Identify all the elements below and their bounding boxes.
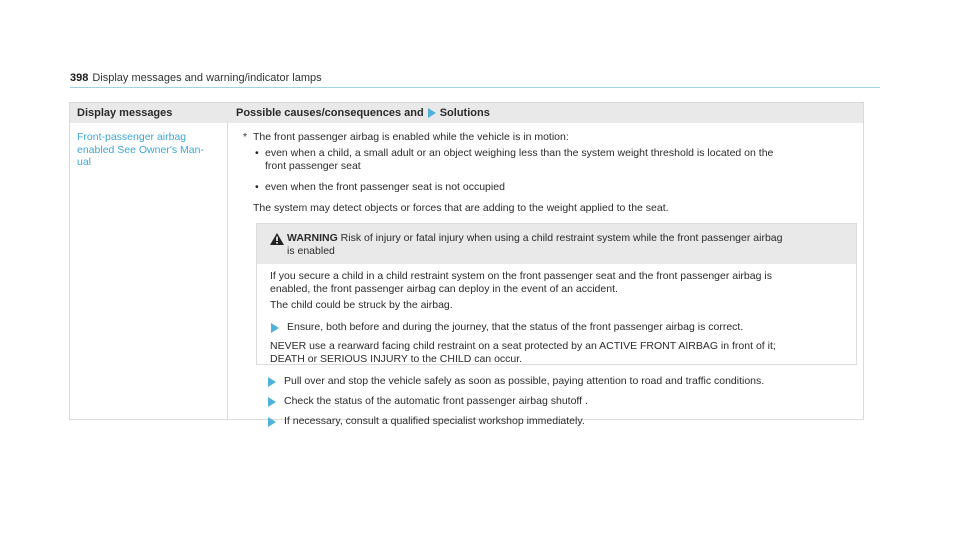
column-header-solutions: Solutions [439,107,490,119]
warning-line: enabled, the front passenger airbag can deploy in the event of an accident. [270,282,618,295]
star-marker: * [243,131,248,143]
cause-intro [243,131,853,144]
solution-step: Check the status of the automatic front passenger airbag shutoff . [284,395,588,407]
solution-step: If necessary, consult a qualified specialist workshop immediately. [284,415,585,427]
display-message-line: enabled See Owner's Man- [77,143,204,156]
display-message-line: Front-passenger airbag [77,131,187,143]
cause-intro-text: The front passenger airbag is enabled while the vehicle is in motion: [253,131,569,143]
warning-header [257,224,856,264]
cause-bullet [255,181,857,194]
display-message [77,131,222,169]
cause-bullet [255,147,857,172]
bullet-line: front passenger seat [265,159,361,172]
solution-arrow-icon [268,377,276,387]
display-messages-table [69,102,864,427]
step-arrow-icon [271,323,279,333]
warning-triangle-icon [270,233,284,245]
display-message-line: ual [77,156,92,168]
warning-label: WARNING [287,232,338,244]
column-header-display-messages: Display messages [77,107,173,119]
bullet-line: • even when the front passenger seat is not occupied [265,181,505,193]
warning-title-line: is enabled [287,244,335,257]
solution-arrow-icon [268,397,276,407]
table-header-row [70,103,863,123]
page-number: 398 [70,72,89,84]
warning-title-line: Risk of injury or fatal injury when using a child restraint system while the front passenger airbag [340,232,783,244]
warning-line: DEATH or SERIOUS INJURY to the CHILD can occur. [270,352,523,365]
column-divider [227,123,228,419]
warning-title [287,232,847,257]
warning-paragraph [270,340,850,365]
bullet-line: • even when a child, a small adult or an object weighing less than the system weight threshold is located on the [265,147,774,159]
solution-arrow-icon [268,417,276,427]
warning-step: Ensure, both before and during the journey, that the status of the front passenger airbag is correct. [287,321,744,333]
column-header-causes-solutions [236,107,490,119]
system-note: The system may detect objects or forces that are adding to the weight applied to the seat. [253,202,669,214]
column-header-causes: Possible causes/consequences and [236,107,424,119]
page-title: Display messages and warning/indicator lamps [92,72,322,84]
warning-line: NEVER use a rearward facing child restraint on a seat protected by an ACTIVE FRONT AIRBAG in front of it; [270,340,776,352]
solution-arrow-icon [428,108,436,118]
warning-paragraph: The child could be struck by the airbag. [270,299,453,311]
solution-step: Pull over and stop the vehicle safely as soon as possible, paying attention to road and traffic conditions. [284,375,765,387]
warning-box [256,223,857,365]
warning-line: If you secure a child in a child restraint system on the front passenger seat and the front passenger airbag is [270,270,772,282]
page-header [70,71,880,88]
warning-paragraph [270,270,850,295]
